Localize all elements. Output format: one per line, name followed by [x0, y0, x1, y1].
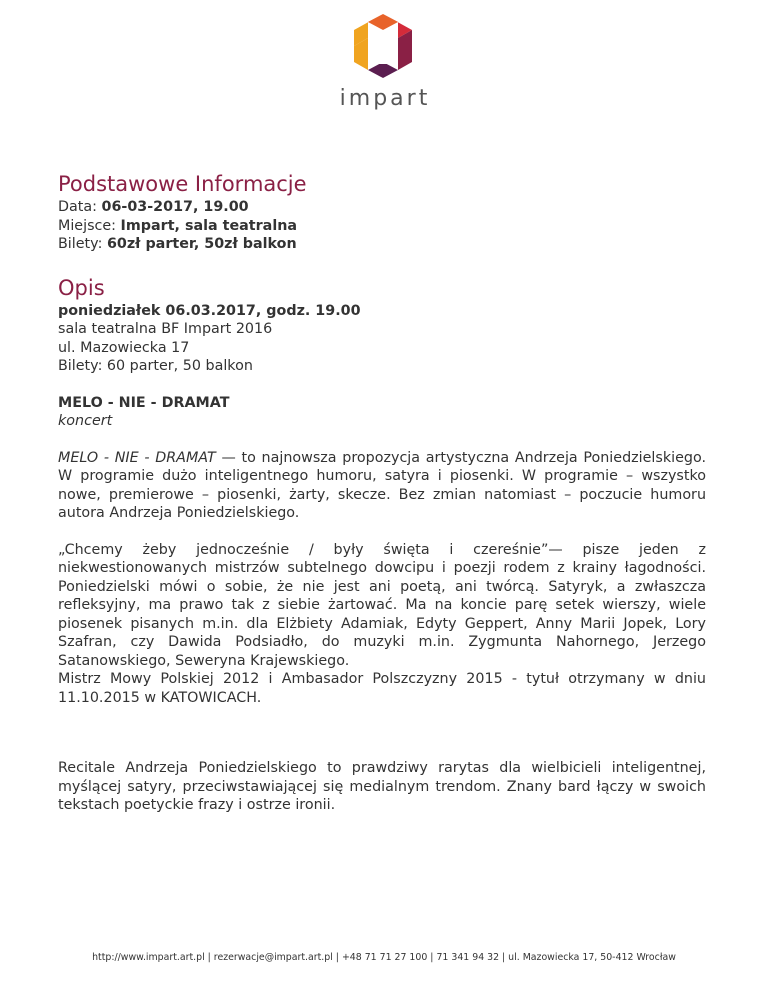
basic-info-heading: Podstawowe Informacje	[58, 172, 307, 196]
tickets-label: Bilety:	[58, 236, 103, 252]
place-line	[58, 217, 706, 236]
paragraph-3: Mistrz Mowy Polskiej 2012 i Ambasador Polszczyzny 2015 - tytuł otrzymany w dniu 11.10.2015 w KATOWICACH.	[58, 671, 706, 706]
tickets-value: 60zł parter, 50zł balkon	[106, 236, 297, 252]
show-title	[58, 394, 706, 413]
place-value: Impart, sala teatralna	[120, 217, 298, 234]
tickets-line	[58, 235, 706, 254]
paragraph-1-text: — to najnowsza propozycja artystyczna Andrzeja Poniedzielskiego. W programie dużo inteligentnego humoru, satyra i piosenki. W programie – wszystko nowe, premierowe – piosenki, żarty, skecze. Bez zmian natomiast – poczucie humoru autora Andrzeja Poniedzielskiego.	[58, 449, 707, 521]
date-label: Data:	[58, 199, 97, 215]
event-datetime-text: poniedziałek 06.03.2017, godz. 19.00	[58, 302, 361, 319]
opis-heading: Opis	[58, 275, 105, 300]
impart-logo	[330, 12, 440, 112]
footer-contact: http://www.impart.art.pl | rezerwacje@impart.art.pl | +48 71 71 27 100 | 71 341 94 32 | ul. Mazowiecka 17, 50-412 Wrocław	[92, 952, 676, 963]
paragraph-1	[58, 449, 706, 523]
paragraph-4: Recitale Andrzeja Poniedzielskiego to prawdziwy rarytas dla wielbicieli inteligentnej, myślącej satyry, przeciwstawiającej się medialnym trendom. Znany bard łączy w swoich tekstach poetyckie frazy i ostrze ironii.	[58, 760, 706, 813]
event-datetime	[58, 302, 706, 321]
event-address: ul. Mazowiecka 17	[58, 339, 190, 356]
event-venue: sala teatralna BF Impart 2016	[58, 321, 273, 337]
impart-logo-text: impart	[339, 86, 431, 111]
content	[58, 170, 706, 815]
date-value: 06-03-2017, 19.00	[101, 199, 249, 215]
paragraph-1-italic: MELO - NIE - DRAMAT	[58, 449, 216, 466]
show-type	[58, 412, 706, 431]
show-title-text: MELO - NIE - DRAMAT	[58, 394, 230, 411]
event-tickets: Bilety: 60 parter, 50 balkon	[58, 358, 253, 374]
impart-logo-mark	[354, 14, 412, 78]
paragraph-2: „Chcemy żeby jednocześnie / były święta i czereśnie”— pisze jeden z niekwestionowanych mistrzów subtelnego dowcipu i poezji rodem z krainy łagodności. Poniedzielski mówi o sobie, że nie jest ani poetą, ani twórcą. Satyryk, a zwłaszcza refleksyjny, ma prawo tak z siebie żartować. Ma na koncie parę setek wierszy, wiele piosenek pisanych m.in. dla Elżbiety Adamiak, Edyty Geppert, Anny Marii Jopek, Lory Szafran, czy Dawida Podsiadło, do muzyki m.in. Zygmunta Nahornego, Jerzego Satanowskiego, Seweryna Krajewskiego.	[58, 541, 706, 669]
show-type-text: koncert	[58, 413, 113, 429]
place-label: Miejsce:	[58, 217, 116, 234]
date-line	[58, 198, 706, 217]
